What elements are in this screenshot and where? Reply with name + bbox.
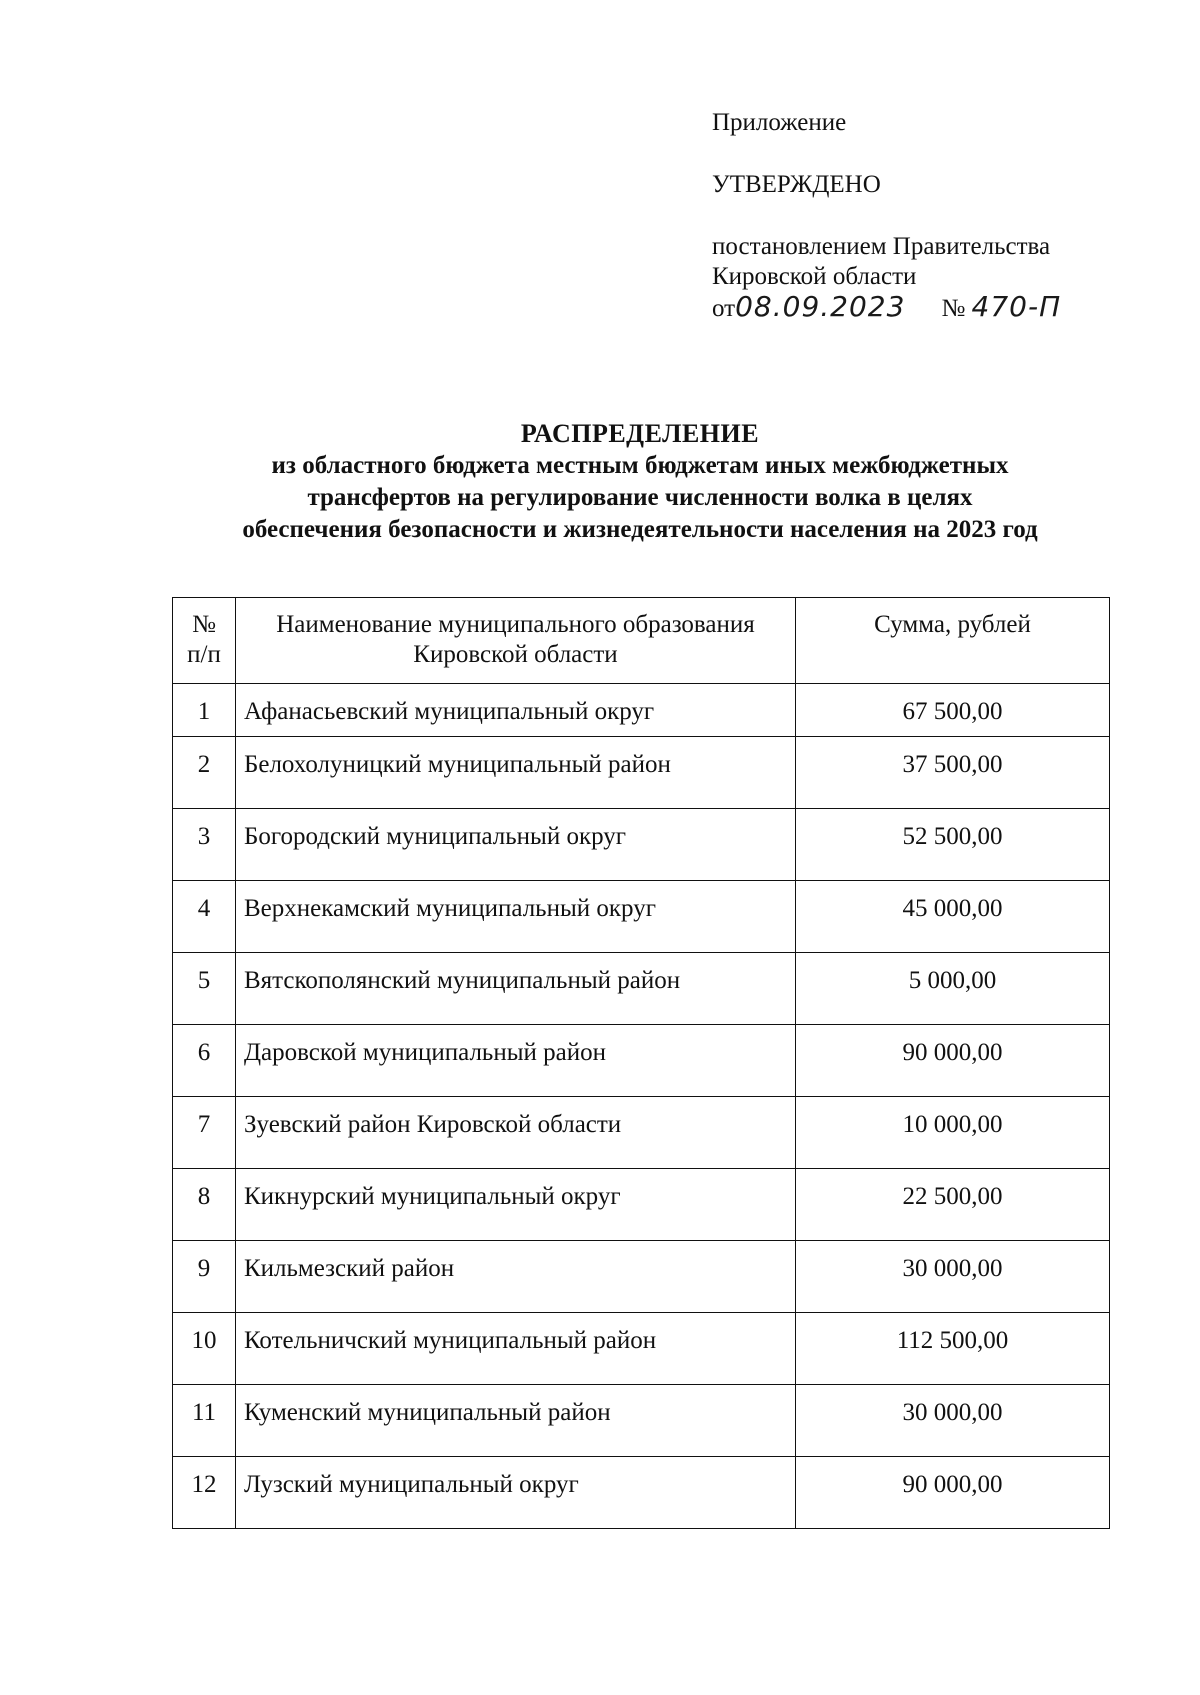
handwritten-date: 08.09.2023 — [735, 290, 906, 323]
heading-line-3: обеспечения безопасности и жизнедеятельности населения на 2023 год — [242, 516, 1038, 543]
header-name — [236, 598, 796, 684]
table-row — [173, 1025, 1110, 1097]
header-name-line-2: Кировской области — [413, 641, 618, 668]
handwritten-number: 470-П — [971, 290, 1062, 323]
row-number: 11 — [173, 1385, 236, 1457]
row-name: Кильмезский район — [236, 1241, 796, 1313]
date-number-line — [712, 292, 1061, 324]
row-name: Верхнекамский муниципальный округ — [236, 881, 796, 953]
table-row — [173, 1097, 1110, 1169]
row-name: Куменский муниципальный район — [236, 1385, 796, 1457]
row-number: 2 — [173, 737, 236, 809]
table-row — [173, 1313, 1110, 1385]
table-row — [173, 1241, 1110, 1313]
row-name: Лузский муниципальный округ — [236, 1457, 796, 1529]
header-name-line-1: Наименование муниципального образования — [276, 611, 755, 638]
distribution-table — [172, 597, 1110, 1529]
row-number: 7 — [173, 1097, 236, 1169]
row-sum: 112 500,00 — [796, 1313, 1110, 1385]
row-name: Богородский муниципальный округ — [236, 809, 796, 881]
table-row — [173, 737, 1110, 809]
document-title: РАСПРЕДЕЛЕНИЕ — [520, 419, 760, 448]
row-name: Белохолуницкий муниципальный район — [236, 737, 796, 809]
row-number: 10 — [173, 1313, 236, 1385]
table-row — [173, 809, 1110, 881]
header-number-line-1: № — [192, 611, 216, 638]
table-row — [173, 684, 1110, 737]
table-row — [173, 953, 1110, 1025]
row-sum: 10 000,00 — [796, 1097, 1110, 1169]
row-number: 12 — [173, 1457, 236, 1529]
approved-label: УТВЕРЖДЕНО — [712, 171, 881, 198]
row-sum: 52 500,00 — [796, 809, 1110, 881]
approval-block — [712, 108, 1061, 324]
row-name: Афанасьевский муниципальный округ — [236, 684, 796, 737]
number-sign: № — [941, 295, 966, 322]
row-number: 1 — [173, 684, 236, 737]
row-sum: 45 000,00 — [796, 881, 1110, 953]
row-name: Вятскополянский муниципальный район — [236, 953, 796, 1025]
row-sum: 67 500,00 — [796, 684, 1110, 737]
table-row — [173, 881, 1110, 953]
row-number: 3 — [173, 809, 236, 881]
row-number: 5 — [173, 953, 236, 1025]
row-number: 9 — [173, 1241, 236, 1313]
header-number-line-2: п/п — [187, 641, 221, 668]
header-sum: Сумма, рублей — [796, 598, 1110, 684]
row-sum: 30 000,00 — [796, 1385, 1110, 1457]
appendix-label: Приложение — [712, 109, 847, 136]
row-sum: 22 500,00 — [796, 1169, 1110, 1241]
row-sum: 37 500,00 — [796, 737, 1110, 809]
row-sum: 90 000,00 — [796, 1025, 1110, 1097]
row-name: Зуевский район Кировской области — [236, 1097, 796, 1169]
row-name: Кикнурский муниципальный округ — [236, 1169, 796, 1241]
table-row — [173, 1169, 1110, 1241]
resolution-line-2: Кировской области — [712, 263, 917, 290]
row-number: 4 — [173, 881, 236, 953]
table-header-row — [173, 598, 1110, 684]
row-sum: 5 000,00 — [796, 953, 1110, 1025]
header-number — [173, 598, 236, 684]
row-sum: 90 000,00 — [796, 1457, 1110, 1529]
heading-line-2: трансфертов на регулирование численности волка в целях — [307, 484, 973, 511]
document-heading — [150, 418, 1130, 546]
date-prefix: от — [712, 295, 736, 322]
row-name: Даровской муниципальный район — [236, 1025, 796, 1097]
resolution-line-1: постановлением Правительства — [712, 233, 1051, 260]
row-sum: 30 000,00 — [796, 1241, 1110, 1313]
row-name: Котельничский муниципальный район — [236, 1313, 796, 1385]
heading-line-1: из областного бюджета местным бюджетам иных межбюджетных — [271, 452, 1009, 479]
table-row — [173, 1457, 1110, 1529]
table-row — [173, 1385, 1110, 1457]
row-number: 6 — [173, 1025, 236, 1097]
row-number: 8 — [173, 1169, 236, 1241]
